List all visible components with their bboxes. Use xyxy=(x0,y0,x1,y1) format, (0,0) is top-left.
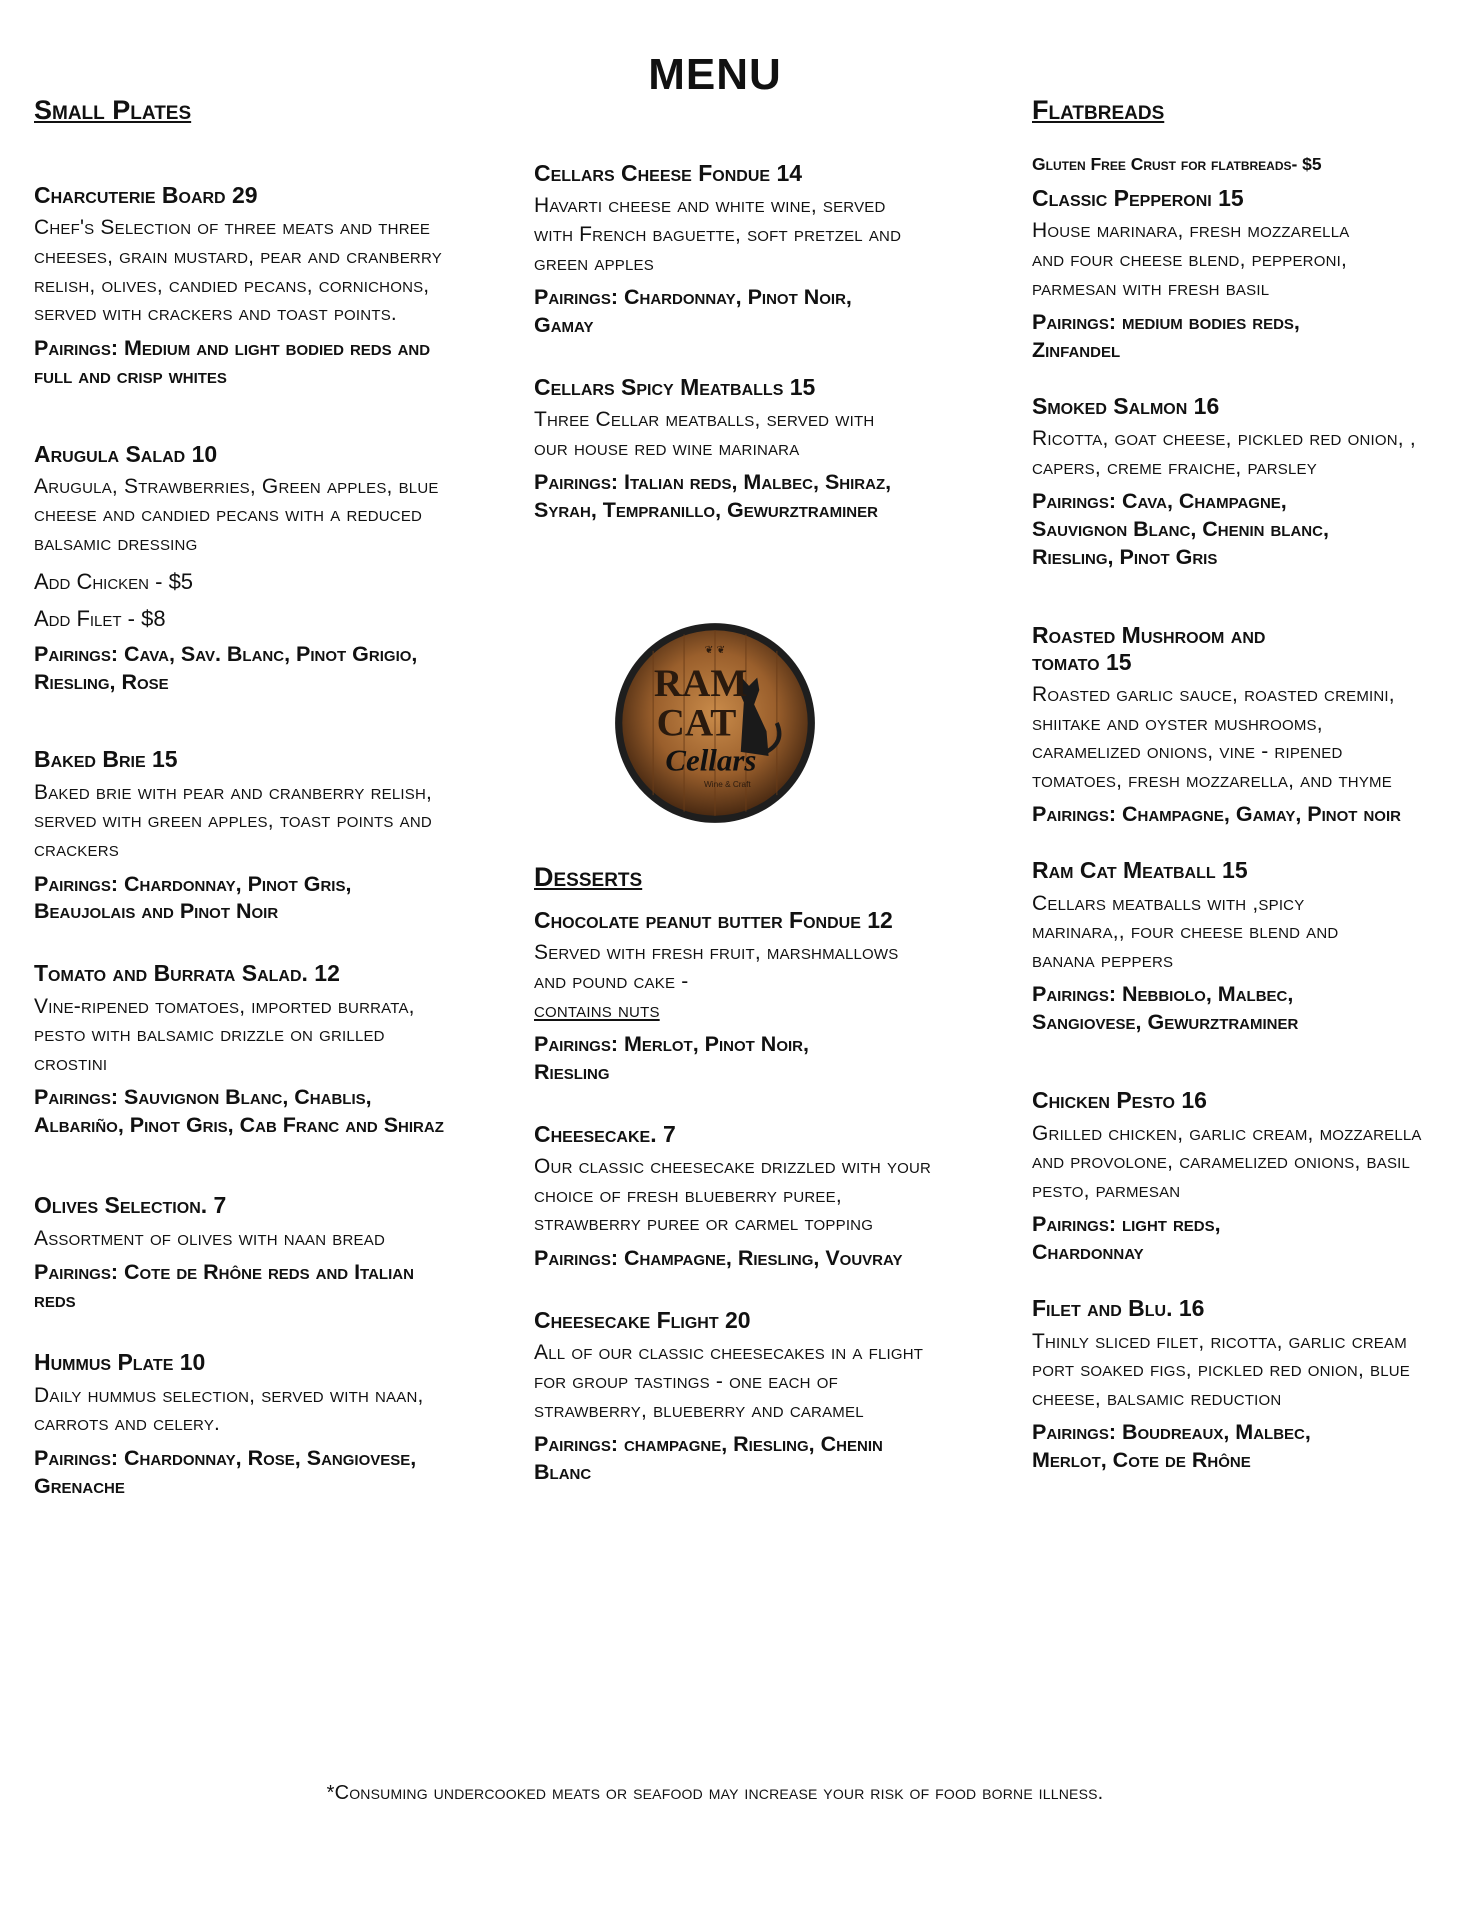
menu-item xyxy=(1032,185,1432,365)
menu-item xyxy=(34,746,454,926)
item-pairings: Pairings: Cote de Rhône reds and Italian reds xyxy=(34,1260,414,1313)
item-description: Grilled chicken, garlic cream, mozzarella and provolone, caramelized onions, basil pesto, parmesan xyxy=(1032,1121,1422,1202)
logo-line-1: RAM xyxy=(653,662,748,706)
item-name: Charcuterie Board 29 xyxy=(34,182,258,208)
small-plates-heading: Small Plates xyxy=(34,95,192,125)
item-description: Baked brie with pear and cranberry relish, served with green apples, toast points and crackers xyxy=(34,780,433,861)
item-description: House marinara, fresh mozzarella and four cheese blend, pepperoni, parmesan with fresh basil xyxy=(1032,219,1350,300)
item-name: Smoked Salmon 16 xyxy=(1032,392,1220,419)
allergy-note: contains nuts xyxy=(534,998,660,1022)
item-pairings: Pairings: light reds, Chardonnay xyxy=(1032,1212,1221,1265)
logo-tagline: Wine & Craft xyxy=(704,779,751,789)
item-pairings: Pairings: medium bodies reds, Zinfandel xyxy=(1032,310,1300,363)
item-pairings: Pairings: Medium and light bodied reds and full and crisp whites xyxy=(34,335,431,388)
item-name: Ram Cat Meatball 15 xyxy=(1032,857,1248,884)
item-description: Arugula, Strawberries, Green apples, blue cheese and candied pecans with a reduced balsamic dressing xyxy=(34,474,439,556)
flatbreads-column xyxy=(1032,95,1432,1509)
ram-cat-cellars-logo xyxy=(612,620,818,826)
item-description: Roasted garlic sauce, roasted cremini, shiitake and oyster mushrooms, caramelized onions, vine - ripened tomatoes, fresh mozzarella, and thyme xyxy=(1032,683,1395,792)
item-name: Olives Selection. 7 xyxy=(34,1192,227,1219)
small-plates-column xyxy=(34,95,454,1535)
menu-item xyxy=(534,1121,934,1273)
item-pairings: Pairings: Boudreaux, Malbec, Merlot, Cote de Rhône xyxy=(1032,1420,1311,1473)
item-name: Roasted Mushroom and tomato 15 xyxy=(1032,622,1266,675)
item-description: Our classic cheesecake drizzled with your choice of fresh blueberry puree, strawberry puree or carmel topping xyxy=(534,1155,932,1236)
item-pairings: Pairings: Champagne, Gamay, Pinot noir xyxy=(1032,802,1401,827)
item-description: Chef's Selection of three meats and three cheeses, grain mustard, pear and cranberry relish, olives, candied pecans, cornichons, served with crackers and toast points. xyxy=(34,216,442,326)
item-description: Thinly sliced filet, ricotta, garlic cream port soaked figs, pickled red onion, blue cheese, balsamic reduction xyxy=(1032,1329,1411,1410)
item-pairings: Pairings: Champagne, Riesling, Vouvray xyxy=(534,1246,903,1271)
menu-item xyxy=(1032,393,1432,572)
item-description: All of our classic cheesecakes in a flight for group tastings - one each of strawberry, blueberry and caramel xyxy=(534,1341,924,1422)
item-name: Cellars Cheese Fondue 14 xyxy=(534,160,803,186)
item-description xyxy=(534,939,934,1025)
item-pairings: Pairings: Merlot, Pinot Noir, Riesling xyxy=(534,1032,809,1085)
menu-item xyxy=(34,960,454,1140)
menu-item xyxy=(1032,1295,1432,1475)
flatbreads-heading: Flatbreads xyxy=(1032,95,1165,125)
item-description: Daily hummus selection, served with naan, carrots and celery. xyxy=(34,1383,424,1436)
item-description-text: Served with fresh fruit, marshmallows and pound cake - xyxy=(534,941,899,993)
menu-item xyxy=(34,1192,454,1315)
item-addon: Add Filet - $8 xyxy=(34,605,166,631)
item-pairings: Pairings: Chardonnay, Pinot Noir, Gamay xyxy=(534,285,852,338)
logo-line-2: CAT xyxy=(656,701,737,745)
menu-item xyxy=(534,1307,934,1487)
menu-item xyxy=(1032,622,1432,829)
menu-item xyxy=(534,374,914,525)
item-pairings: Pairings: Italian reds, Malbec, Shiraz, Syrah, Tempranillo, Gewurztraminer xyxy=(534,470,892,523)
item-description: Three Cellar meatballs, served with our house red wine marinara xyxy=(534,408,875,460)
gluten-free-note: Gluten Free Crust for flatbreads- $5 xyxy=(1032,154,1322,174)
menu-item xyxy=(34,1349,454,1500)
vine-icon: ❦ ❦ xyxy=(704,643,726,656)
item-description: Havarti cheese and white wine, served with French baguette, soft pretzel and green apples xyxy=(534,194,902,275)
menu-item xyxy=(534,907,934,1087)
menu-item xyxy=(34,182,454,391)
middle-column xyxy=(534,160,914,559)
item-name: Cheesecake. 7 xyxy=(534,1120,676,1147)
item-pairings: Pairings: Cava, Sav. Blanc, Pinot Grigio, Riesling, Rose xyxy=(34,641,418,694)
item-description: Vine-ripened tomatoes, imported burrata, pesto with balsamic drizzle on grilled crostini xyxy=(34,994,415,1075)
item-name: Chicken Pesto 16 xyxy=(1032,1087,1207,1114)
item-name: Classic Pepperoni 15 xyxy=(1032,185,1244,211)
menu-title: MENU xyxy=(648,50,782,99)
item-name: Cheesecake Flight 20 xyxy=(534,1306,751,1333)
desserts-column xyxy=(534,862,934,1521)
item-name: Filet and Blu. 16 xyxy=(1032,1295,1205,1322)
menu-item xyxy=(1032,857,1432,1037)
desserts-heading: Desserts xyxy=(534,862,643,892)
item-addon: Add Chicken - $5 xyxy=(34,568,194,594)
logo-line-3: Cellars xyxy=(665,742,757,778)
item-description: Assortment of olives with naan bread xyxy=(34,1226,385,1250)
item-description: Cellars meatballs with ,spicy marinara,, four cheese blend and banana peppers xyxy=(1032,891,1339,972)
item-name: Arugula Salad 10 xyxy=(34,440,218,467)
item-pairings: Pairings: Chardonnay, Pinot Gris, Beaujolais and Pinot Noir xyxy=(34,871,352,924)
menu-item xyxy=(34,441,454,697)
item-pairings: Pairings: Sauvignon Blanc, Chablis, Albariño, Pinot Gris, Cab Franc and Shiraz xyxy=(34,1085,444,1138)
item-pairings: Pairings: Nebbiolo, Malbec, Sangiovese, Gewurztraminer xyxy=(1032,982,1299,1035)
item-description: Ricotta, goat cheese, pickled red onion, , capers, creme fraiche, parsley xyxy=(1032,427,1416,479)
menu-item xyxy=(534,160,914,340)
item-pairings: Pairings: Cava, Champagne, Sauvignon Blanc, Chenin blanc, Riesling, Pinot Gris xyxy=(1032,489,1329,570)
food-safety-disclaimer: *Consuming undercooked meats or seafood may increase your risk of food borne illness. xyxy=(326,1782,1104,1804)
item-name: Tomato and Burrata Salad. 12 xyxy=(34,960,340,987)
item-name: Cellars Spicy Meatballs 15 xyxy=(534,373,816,400)
item-name: Chocolate peanut butter Fondue 12 xyxy=(534,907,893,933)
item-name: Hummus Plate 10 xyxy=(34,1349,206,1376)
item-pairings: Pairings: Chardonnay, Rose, Sangiovese, Grenache xyxy=(34,1445,417,1498)
item-pairings: Pairings: champagne, Riesling, Chenin Blanc xyxy=(534,1432,883,1484)
item-name: Baked Brie 15 xyxy=(34,746,178,773)
menu-item xyxy=(1032,1087,1432,1267)
